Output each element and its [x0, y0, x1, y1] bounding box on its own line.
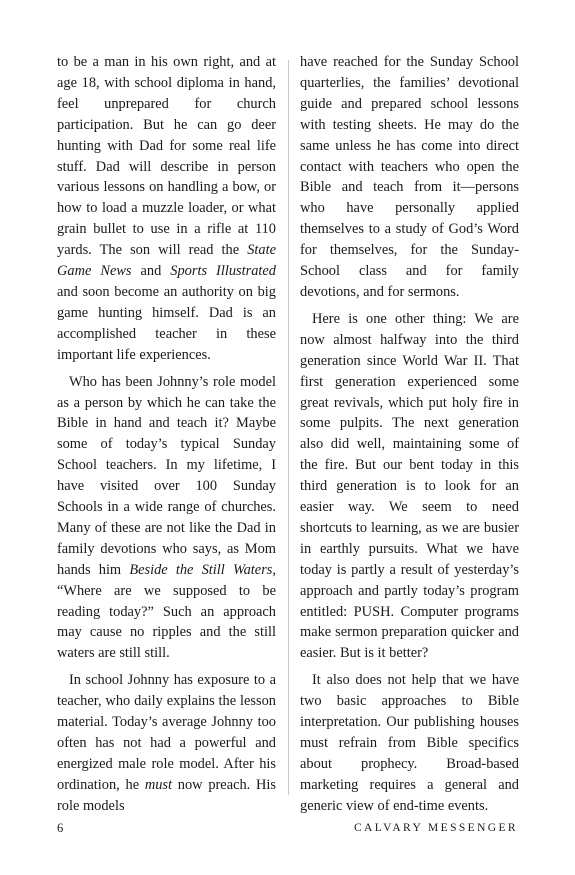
paragraph [57, 372, 276, 665]
running-title: CALVARY MESSENGER [353, 822, 518, 834]
emphasis: must [144, 776, 173, 793]
paragraph [57, 52, 276, 366]
magazine-title: Sports Illustrated [170, 263, 276, 280]
text-run: , “Where are we supposed to be reading today?” Such an approach may cause no ripples and the still waters are still still. [57, 561, 277, 662]
paragraph: It also does not help that we have two basic approaches to Bible interpretation. Our publishing houses must refrain from Bible specifics about prophecy. Broad-based marketing requires a general and generic view of end-time events. [300, 672, 519, 814]
paragraph [57, 670, 276, 816]
page-number: 6 [57, 821, 64, 835]
text-run: and soon become an authority on big game hunting himself. Dad is an accomplished teacher in these important life experiences. [57, 283, 276, 363]
text-run: Who has been Johnny’s role model as a person by which he can take the Bible in hand and teach it? Maybe some of today’s typical Sunday School teachers. In my lifetime, I have visited over 100 Sunday Schools in a wide range of churches. Many of these are not like the Dad in family devotions who says, as Mom hands him [57, 373, 276, 578]
book-title: Beside the Still Waters [129, 561, 273, 578]
left-column [57, 52, 276, 817]
text-run: now preach. His role models [57, 776, 276, 814]
text-run: and [131, 263, 171, 280]
column-divider [288, 60, 289, 795]
paragraph: Here is one other thing: We are now almost halfway into the third generation since World War II. That first generation experienced some great revivals, which put holy fire in some pulpits. The next generation also did well, maintaining some of the fire. But our bent today in this third generation is to look for an easier way. We seem to need shortcuts to learning, as we are busier in earthly pursuits. What we have today is partly a result of yesterday’s approach and partly today’s program entitled: PUSH. Computer programs make sermon preparation quicker and easier. But is it better? [300, 310, 519, 662]
magazine-title: State Game News [57, 242, 276, 280]
text-run: In school Johnny has exposure to a teacher, who daily explains the lesson material. Today’s average Johnny too often has not had a powerful and energized male role model. After his ordination, he [57, 672, 276, 793]
page-footer [57, 820, 518, 836]
right-column [300, 52, 519, 817]
paragraph: have reached for the Sunday School quarterlies, the families’ devotional guide and prepared school lessons with testing sheets. He may do the same unless he has come into direct contact with teachers who open the Bible and teach from it—persons who have personally applied themselves to a study of God’s Word for themselves, for the Sunday-School class and for family devotions, and for sermons. [300, 54, 519, 300]
text-run: to be a man in his own right, and at age 18, with school diploma in hand, feel unprepared for church participation. But he can go deer hunting with Dad for some real life stuff. Dad will describe in person various lessons on handling a bow, or how to load a muzzle loader, or what grain bullet to use in a rifle at 110 yards. The son will read the [57, 54, 276, 259]
